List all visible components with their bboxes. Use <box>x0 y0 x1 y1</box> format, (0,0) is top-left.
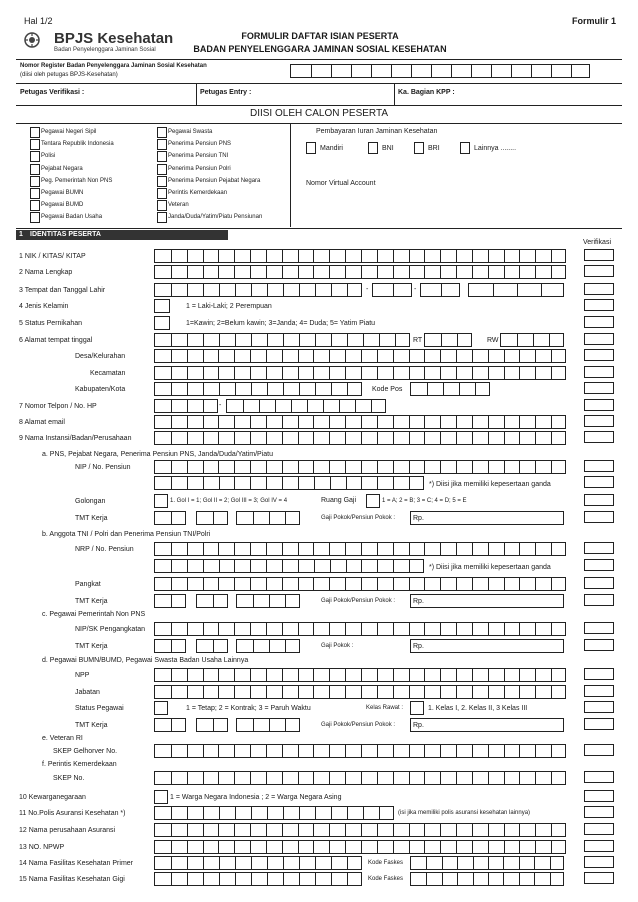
type-col2-checkbox-3[interactable] <box>157 164 167 175</box>
care-class-field[interactable] <box>410 701 424 715</box>
type-col1-label-7: Pegawai Badan Usaha <box>41 214 103 221</box>
salary-room-label: Ruang Gaji <box>321 497 357 504</box>
officer-entry-label: Petugas Entry : <box>200 89 252 96</box>
dental-facility-verify-box[interactable] <box>584 872 614 884</box>
nip-family-verify-box[interactable] <box>584 476 614 488</box>
citizenship-field[interactable] <box>154 790 168 804</box>
type-col2-checkbox-1[interactable] <box>157 139 167 150</box>
birth-label: 3 Tempat dan Tanggal Lahir <box>19 287 106 294</box>
full-name-field[interactable] <box>154 265 566 279</box>
gender-field[interactable] <box>154 299 170 313</box>
marital-verify-box[interactable] <box>584 316 614 328</box>
primary-facility-code-field[interactable] <box>410 856 564 870</box>
type-col1-checkbox-3[interactable] <box>30 164 40 175</box>
section-9d-title: d. Pegawai BUMN/BUMD, Pegawai Swasta Badan Usaha Lainnya <box>42 657 249 664</box>
nip-verify-box[interactable] <box>584 460 614 472</box>
type-col2-label-7: Janda/Duda/Yatim/Piatu Pensiunan <box>168 214 263 221</box>
salary-label-a: Gaji Pokok/Pensiun Pokok : <box>321 515 396 521</box>
skep-pioneer-verify-box[interactable] <box>584 771 614 783</box>
salary-room-field[interactable] <box>366 494 380 508</box>
care-class-options: 1. Kelas I, 2. Kelas II, 3 Kelas III <box>428 705 528 712</box>
nip-label: NIP / No. Pensiun <box>75 464 131 471</box>
rank-label: Pangkat <box>75 581 101 588</box>
type-col1-checkbox-7[interactable] <box>30 212 40 223</box>
type-col2-label-2: Penerima Pensiun TNI <box>168 153 229 160</box>
section-title: DIISI OLEH CALON PESERTA <box>249 108 388 119</box>
district-field[interactable] <box>154 366 566 380</box>
nip-sk-field[interactable] <box>154 622 566 636</box>
salary-label-c: Gaji Pokok : <box>321 643 354 649</box>
type-col2-label-5: Perintis Kemerdekaan <box>168 190 228 196</box>
tmt-d-year-field[interactable] <box>236 718 300 732</box>
birth-year-field[interactable] <box>468 283 564 297</box>
primary-facility-code-label: Kode Faskes <box>368 860 404 866</box>
nik-label: 1 NIK / KITAS/ KITAP <box>19 253 86 260</box>
city-label: Kabupaten/Kota <box>75 386 126 393</box>
citizenship-label: 10 Kewarganegaraan <box>19 794 86 801</box>
rt-label: RT <box>413 337 423 344</box>
email-verify-box[interactable] <box>584 415 614 427</box>
grade-label: Golongan <box>75 498 106 505</box>
full-name-verify-box[interactable] <box>584 265 614 277</box>
payment-label: Pembayaran Iuran Jaminan Kesehatan <box>316 128 438 135</box>
register-number-field[interactable] <box>290 64 590 78</box>
tmt-label-b: TMT Kerja <box>75 598 108 605</box>
nrp-family-verify-box[interactable] <box>584 559 614 571</box>
insurance-policy-label: 11 No.Polis Asuransi Kesehatan *) <box>19 810 126 817</box>
type-col2-label-4: Penerima Pensiun Pejabat Negara <box>168 177 261 184</box>
skep-pioneer-field[interactable] <box>154 771 566 785</box>
full-name-label: 2 Nama Lengkap <box>19 269 73 276</box>
city-field[interactable] <box>154 382 362 396</box>
nrp-label: NRP / No. Pensiun <box>75 546 134 553</box>
nik-field[interactable] <box>154 249 566 263</box>
type-col1-checkbox-0[interactable] <box>30 127 40 138</box>
grade-options: 1. Gol I = 1; Gol II = 2; Gol III = 3; Gol IV = 4 <box>170 498 288 504</box>
city-verify-box[interactable] <box>584 382 614 394</box>
village-field[interactable] <box>154 349 566 363</box>
tmt-label-a: TMT Kerja <box>75 515 108 522</box>
identity-section-number: 1 <box>19 231 23 238</box>
type-col2-label-1: Penerima Pensiun PNS <box>168 141 232 148</box>
tmt-c-month-field[interactable] <box>196 639 228 653</box>
section-9e-title: e. Veteran RI <box>42 735 83 742</box>
position-field[interactable] <box>154 685 566 699</box>
type-col1-checkbox-2[interactable] <box>30 151 40 162</box>
checkbox-mandiri[interactable] <box>306 142 316 154</box>
nip-field[interactable] <box>154 460 566 474</box>
tmt-b-year-field[interactable] <box>236 594 300 608</box>
address-verify-box[interactable] <box>584 333 614 345</box>
npwp-label: 13 NO. NPWP <box>19 844 65 851</box>
nrp-family-field[interactable] <box>154 559 424 573</box>
section-9a-title: a. PNS, Pejabat Negara, Penerima Pensiun PNS, Janda/Duda/Yatim/Piatu <box>42 451 273 458</box>
phone-area-field[interactable] <box>154 399 218 413</box>
type-col2-checkbox-6[interactable] <box>157 200 167 211</box>
type-col1-label-2: Polisi <box>41 153 56 160</box>
tmt-a-month-field[interactable] <box>196 511 228 525</box>
rt-field[interactable] <box>424 333 472 347</box>
position-label: Jabatan <box>75 689 100 696</box>
care-class-label: Kelas Rawat : <box>366 705 404 711</box>
salary-a-field[interactable] <box>410 511 564 525</box>
gender-verify-box[interactable] <box>584 299 614 311</box>
form-subtitle: BADAN PENYELENGGARA JAMINAN SOSIAL KESEHATAN <box>193 44 447 54</box>
postal-code-field[interactable] <box>410 382 490 396</box>
email-label: 8 Alamat email <box>19 419 65 426</box>
citizenship-options: 1 = Warga Negara Indonesia ; 2 = Warga Negara Asing <box>170 794 342 801</box>
postal-code-label: Kode Pos <box>372 386 403 393</box>
nip-family-field[interactable] <box>154 476 424 490</box>
page-number: Hal 1/2 <box>24 16 53 26</box>
date-separator-2: - <box>414 286 417 293</box>
employee-status-options: 1 = Tetap; 2 = Kontrak; 3 = Paruh Waktu <box>186 705 311 712</box>
section-9c-title: c. Pegawai Pemerintah Non PNS <box>42 611 146 618</box>
logo-text: BPJS Kesehatan <box>54 30 174 47</box>
nik-verify-box[interactable] <box>584 249 614 261</box>
type-col2-label-3: Penerima Pensiun Polri <box>168 165 231 172</box>
bank-mandiri-label: Mandiri <box>320 145 343 152</box>
date-separator: - <box>366 286 369 293</box>
currency-b: Rp. <box>413 598 424 605</box>
tmt-d-day-field[interactable] <box>154 718 186 732</box>
skep-veteran-field[interactable] <box>154 744 566 758</box>
type-col1-label-4: Peg. Pemerintah Non PNS <box>41 177 113 184</box>
currency-a: Rp. <box>413 515 424 522</box>
dental-facility-field[interactable] <box>154 872 362 886</box>
rw-label: RW <box>487 337 499 344</box>
phone-number-field[interactable] <box>226 399 386 413</box>
village-label: Desa/Kelurahan <box>75 353 126 360</box>
rank-field[interactable] <box>154 577 566 591</box>
identity-section-title: IDENTITAS PESERTA <box>30 231 101 238</box>
npwp-field[interactable] <box>154 840 566 854</box>
birth-verify-box[interactable] <box>584 283 614 295</box>
bpjs-logo-icon <box>24 32 40 48</box>
type-col1-label-6: Pegawai BUMD <box>41 202 84 209</box>
nip-sk-verify-box[interactable] <box>584 622 614 634</box>
skep-veteran-verify-box[interactable] <box>584 744 614 756</box>
verification-column-label: Verifikasi <box>583 239 612 246</box>
checkbox-bri[interactable] <box>414 142 424 154</box>
insurance-company-field[interactable] <box>154 823 566 837</box>
form-title: FORMULIR DAFTAR ISIAN PESERTA <box>241 31 399 41</box>
type-col1-checkbox-5[interactable] <box>30 188 40 199</box>
birth-month-field[interactable] <box>420 283 460 297</box>
officer-verification-label: Petugas Verifikasi : <box>20 89 85 96</box>
dental-facility-label: 15 Nama Fasilitas Kesehatan Gigi <box>19 876 125 883</box>
type-col1-checkbox-6[interactable] <box>30 200 40 211</box>
virtual-account-label: Nomor Virtual Account <box>306 180 376 187</box>
marital-options: 1=Kawin; 2=Belum kawin; 3=Janda; 4= Duda; 5= Yatim Piatu <box>186 320 376 327</box>
employee-status-field[interactable] <box>154 701 168 715</box>
insurance-policy-verify-box[interactable] <box>584 806 614 818</box>
checkbox-bni[interactable] <box>368 142 378 154</box>
type-col2-checkbox-4[interactable] <box>157 176 167 187</box>
type-col2-checkbox-7[interactable] <box>157 212 167 223</box>
tmt-label-c: TMT Kerja <box>75 643 108 650</box>
rw-field[interactable] <box>500 333 564 347</box>
gender-options: 1 = Laki-Laki; 2 Perempuan <box>186 303 272 310</box>
type-col2-checkbox-0[interactable] <box>157 127 167 138</box>
tmt-label-d: TMT Kerja <box>75 722 108 729</box>
phone-label: 7 Nomor Telpon / No. HP <box>19 403 97 410</box>
institution-verify-box[interactable] <box>584 431 614 443</box>
nrp-field[interactable] <box>154 542 566 556</box>
nrp-verify-box[interactable] <box>584 542 614 554</box>
type-col1-label-1: Tentara Republik Indonesia <box>41 141 114 148</box>
rank-verify-box[interactable] <box>584 577 614 589</box>
tmt-a-verify-box[interactable] <box>584 511 614 523</box>
gender-label: 4 Jenis Kelamin <box>19 303 69 310</box>
currency-c: Rp. <box>413 643 424 650</box>
marital-field[interactable] <box>154 316 170 330</box>
bank-bri-label: BRI <box>428 145 440 152</box>
type-col2-label-0: Pegawai Swasta <box>168 129 213 135</box>
nip-family-note: *) Diisi jika memiliki kepesertaan ganda <box>429 481 551 488</box>
tmt-c-verify-box[interactable] <box>584 639 614 651</box>
institution-field[interactable] <box>154 431 566 445</box>
tmt-a-day-field[interactable] <box>154 511 186 525</box>
status-verify-box[interactable] <box>584 701 614 713</box>
section-9f-title: f. Perintis Kemerdekaan <box>42 761 117 768</box>
type-col1-label-0: Pegawai Negeri Sipil <box>41 129 97 135</box>
tmt-c-year-field[interactable] <box>236 639 300 653</box>
type-col2-checkbox-5[interactable] <box>157 188 167 199</box>
npp-verify-box[interactable] <box>584 668 614 680</box>
district-verify-box[interactable] <box>584 366 614 378</box>
phone-separator: - <box>219 402 222 409</box>
currency-d: Rp. <box>413 722 424 729</box>
village-verify-box[interactable] <box>584 349 614 361</box>
institution-label: 9 Nama Instansi/Badan/Perusahaan <box>19 435 132 442</box>
logo-subtext: Badan Penyelenggara Jaminan Sosial <box>54 47 156 53</box>
tmt-d-verify-box[interactable] <box>584 718 614 730</box>
section-9b-title: b. Anggota TNI / Polri dan Penerima Pensiun TNI/Polri <box>42 531 211 538</box>
salary-label-b: Gaji Pokok/Pensiun Pokok : <box>321 598 396 604</box>
salary-label-d: Gaji Pokok/Pensiun Pokok : <box>321 722 396 728</box>
grade-verify-box[interactable] <box>584 494 614 506</box>
salary-b-field[interactable] <box>410 594 564 608</box>
type-col2-label-6: Veteran <box>168 202 189 209</box>
email-field[interactable] <box>154 415 566 429</box>
birth-place-field[interactable] <box>154 283 362 297</box>
skep-pioneer-label: SKEP No. <box>53 775 85 782</box>
tmt-b-month-field[interactable] <box>196 594 228 608</box>
type-col1-label-3: Pejabat Negara <box>41 165 83 172</box>
tmt-b-verify-box[interactable] <box>584 594 614 606</box>
tmt-c-day-field[interactable] <box>154 639 186 653</box>
salary-c-field[interactable] <box>410 639 564 653</box>
tmt-b-day-field[interactable] <box>154 594 186 608</box>
primary-facility-verify-box[interactable] <box>584 856 614 868</box>
employee-status-label: Status Pegawai <box>75 705 124 712</box>
birth-day-field[interactable] <box>372 283 412 297</box>
insurance-company-verify-box[interactable] <box>584 823 614 835</box>
bank-bni-label: BNI <box>382 145 394 152</box>
officer-kpp-label: Ka. Bagian KPP : <box>398 89 455 96</box>
citizenship-verify-box[interactable] <box>584 790 614 802</box>
tmt-a-year-field[interactable] <box>236 511 300 525</box>
primary-facility-label: 14 Nama Fasilitas Kesehatan Primer <box>19 860 133 867</box>
phone-verify-box[interactable] <box>584 399 614 411</box>
register-sublabel: (diisi oleh petugas BPJS-Kesehatan) <box>20 72 118 78</box>
insurance-company-label: 12 Nama perusahaan Asuransi <box>19 827 116 834</box>
type-col1-checkbox-1[interactable] <box>30 139 40 150</box>
primary-facility-field[interactable] <box>154 856 362 870</box>
checkbox-lainnya[interactable] <box>460 142 470 154</box>
insurance-policy-note: (isi jika memiliki polis asuransi kesehatan lainnya) <box>398 810 531 816</box>
district-label: Kecamatan <box>90 370 126 377</box>
dental-facility-code-label: Kode Faskes <box>368 876 404 882</box>
type-col2-checkbox-2[interactable] <box>157 151 167 162</box>
tmt-d-month-field[interactable] <box>196 718 228 732</box>
address-label: 6 Alamat tempat tinggal <box>19 337 93 344</box>
marital-label: 5 Status Pernikahan <box>19 320 83 327</box>
salary-room-options: 1 = A; 2 = B; 3 = C; 4 = D; 5 = E <box>382 498 467 504</box>
npp-label: NPP <box>75 672 90 679</box>
insurance-policy-field[interactable] <box>154 806 394 820</box>
type-col1-checkbox-4[interactable] <box>30 176 40 187</box>
skep-veteran-label: SKEP Gelhorver No. <box>53 748 118 755</box>
address-field[interactable] <box>154 333 410 347</box>
form-id: Formulir 1 <box>571 16 616 26</box>
nrp-family-note: *) Diisi jika memiliki kepesertaan ganda <box>429 564 551 571</box>
salary-d-field[interactable] <box>410 718 564 732</box>
type-col1-label-5: Pegawai BUMN <box>41 190 84 196</box>
npp-field[interactable] <box>154 668 566 682</box>
register-label: Nomor Register Badan Penyelenggara Jaminan Sosial Kesehatan <box>20 63 207 69</box>
grade-field[interactable] <box>154 494 168 508</box>
npwp-verify-box[interactable] <box>584 840 614 852</box>
position-verify-box[interactable] <box>584 685 614 697</box>
nip-sk-label: NIP/SK Pengangkatan <box>75 626 146 633</box>
bank-other-label: Lainnya ........ <box>474 145 517 152</box>
dental-facility-code-field[interactable] <box>410 872 564 886</box>
